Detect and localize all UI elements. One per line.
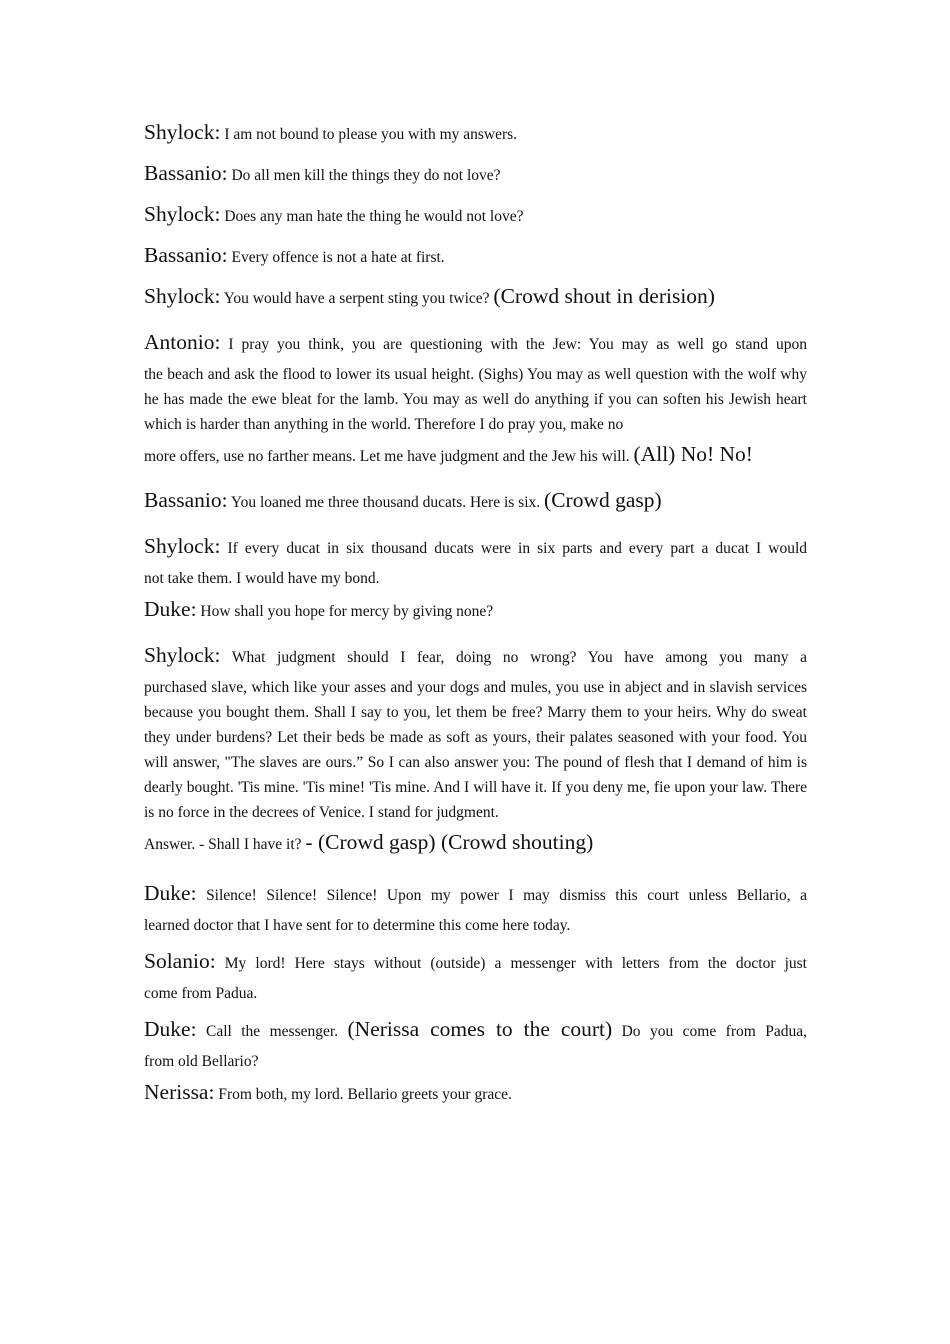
dialogue-text: learned doctor that I have sent for to determine this come here today. <box>144 917 571 934</box>
speaker-name: Bassanio: <box>144 161 228 185</box>
dialogue-text: Does any man hate the thing he would not love? <box>224 208 524 225</box>
stage-direction: (All) No! No! <box>633 442 753 466</box>
dialogue-line <box>144 243 807 270</box>
speaker-name: Shylock: <box>144 202 221 226</box>
dialogue-text: You would have a serpent sting you twice? <box>223 290 490 307</box>
speaker-name: Shylock: <box>144 534 221 558</box>
dialogue-line <box>144 284 807 311</box>
speaker-name: Shylock: <box>144 120 221 144</box>
first-line <box>144 876 807 913</box>
dialogue-text: I am not bound to please you with my answers. <box>224 126 518 143</box>
script-page <box>144 120 807 1121</box>
last-line <box>144 437 807 474</box>
dialogue-text: How shall you hope for mercy by giving none? <box>200 603 494 620</box>
first-line <box>144 325 807 362</box>
speaker-name: Bassanio: <box>144 488 228 512</box>
dialogue-line <box>144 120 807 147</box>
dialogue-line <box>144 638 807 862</box>
stage-direction: (Crowd gasp) <box>544 488 662 512</box>
stage-direction: (Crowd shout in derision) <box>493 284 715 308</box>
speaker-name: Duke: <box>144 1017 197 1041</box>
speaker-name: Shylock: <box>144 643 221 667</box>
first-line <box>144 944 807 981</box>
speaker-name: Duke: <box>144 881 197 905</box>
dialogue-line <box>144 597 807 624</box>
speaker-name: Bassanio: <box>144 243 228 267</box>
dialogue-line <box>144 944 807 1006</box>
dialogue-line <box>144 876 807 938</box>
speaker-name: Duke: <box>144 597 197 621</box>
dialogue-text: more offers, use no farther means. Let me have judgment and the Jew his will. <box>144 448 630 465</box>
dialogue-line <box>144 529 807 591</box>
dialogue-line <box>144 202 807 229</box>
dialogue-text: the beach and ask the flood to lower its usual height. (Sighs) You may as well question with the wolf why he has made the ewe bleat for the lamb. You may as well do anything if you can soften his Jewish heart which is harder than anything in the world. Therefore I do pray you, make no <box>144 366 807 433</box>
dialogue-text: Do you come from Padua, <box>621 1023 807 1040</box>
last-line <box>144 825 807 862</box>
stage-direction: (Nerissa comes to the court) <box>347 1017 613 1041</box>
dialogue-text: I pray you think, you are questioning with the Jew: You may as well go stand upon <box>228 336 807 353</box>
dialogue-line <box>144 1080 807 1107</box>
dialogue-text: from old Bellario? <box>144 1053 259 1070</box>
dialogue-line <box>144 1012 807 1074</box>
dialogue-text: come from Padua. <box>144 985 258 1002</box>
speaker-name: Shylock: <box>144 284 221 308</box>
dialogue-text: Answer. - Shall I have it? <box>144 836 302 853</box>
dialogue-text: You loaned me three thousand ducats. Here is six. <box>230 494 541 511</box>
dialogue-text: If every ducat in six thousand ducats were in six parts and every part a ducat I would <box>227 540 808 557</box>
speaker-name: Nerissa: <box>144 1080 215 1104</box>
first-line <box>144 638 807 675</box>
dialogue-text: purchased slave, which like your asses and your dogs and mules, you use in abject and in slavish services because you bought them. Shall I say to you, let them be free? Marry them to your heirs. Why do sweat they under burdens? Let their beds be made as soft as yours, their palates seasoned with your food. You will answer, "The slaves are ours.” So I can also answer you: The pound of flesh that I demand of him is dearly bought. 'Tis mine. 'Tis mine! 'Tis mine. And I will have it. If you deny me, fie upon your law. There is no force in the decrees of Venice. I stand for judgment. <box>144 679 807 821</box>
dialogue-line <box>144 161 807 188</box>
dialogue-line <box>144 325 807 474</box>
dialogue-text: Do all men kill the things they do not love? <box>231 167 501 184</box>
first-line <box>144 529 807 566</box>
speaker-name: Solanio: <box>144 949 216 973</box>
speaker-name: Antonio: <box>144 330 221 354</box>
stage-direction: - (Crowd gasp) (Crowd shouting) <box>305 830 594 854</box>
dialogue-text: My lord! Here stays without (outside) a messenger with letters from the doctor just <box>224 955 807 972</box>
dialogue-line <box>144 488 807 515</box>
dialogue-text: Every offence is not a hate at first. <box>231 249 445 266</box>
dialogue-text: From both, my lord. Bellario greets your grace. <box>218 1086 512 1103</box>
dialogue-text: What judgment should I fear, doing no wrong? You have among you many a <box>231 649 807 666</box>
dialogue-text: Call the messenger. <box>205 1023 339 1040</box>
dialogue-text: not take them. I would have my bond. <box>144 570 380 587</box>
first-line <box>144 1012 807 1049</box>
dialogue-text: Silence! Silence! Silence! Upon my power I may dismiss this court unless Bellario, a <box>206 887 808 904</box>
